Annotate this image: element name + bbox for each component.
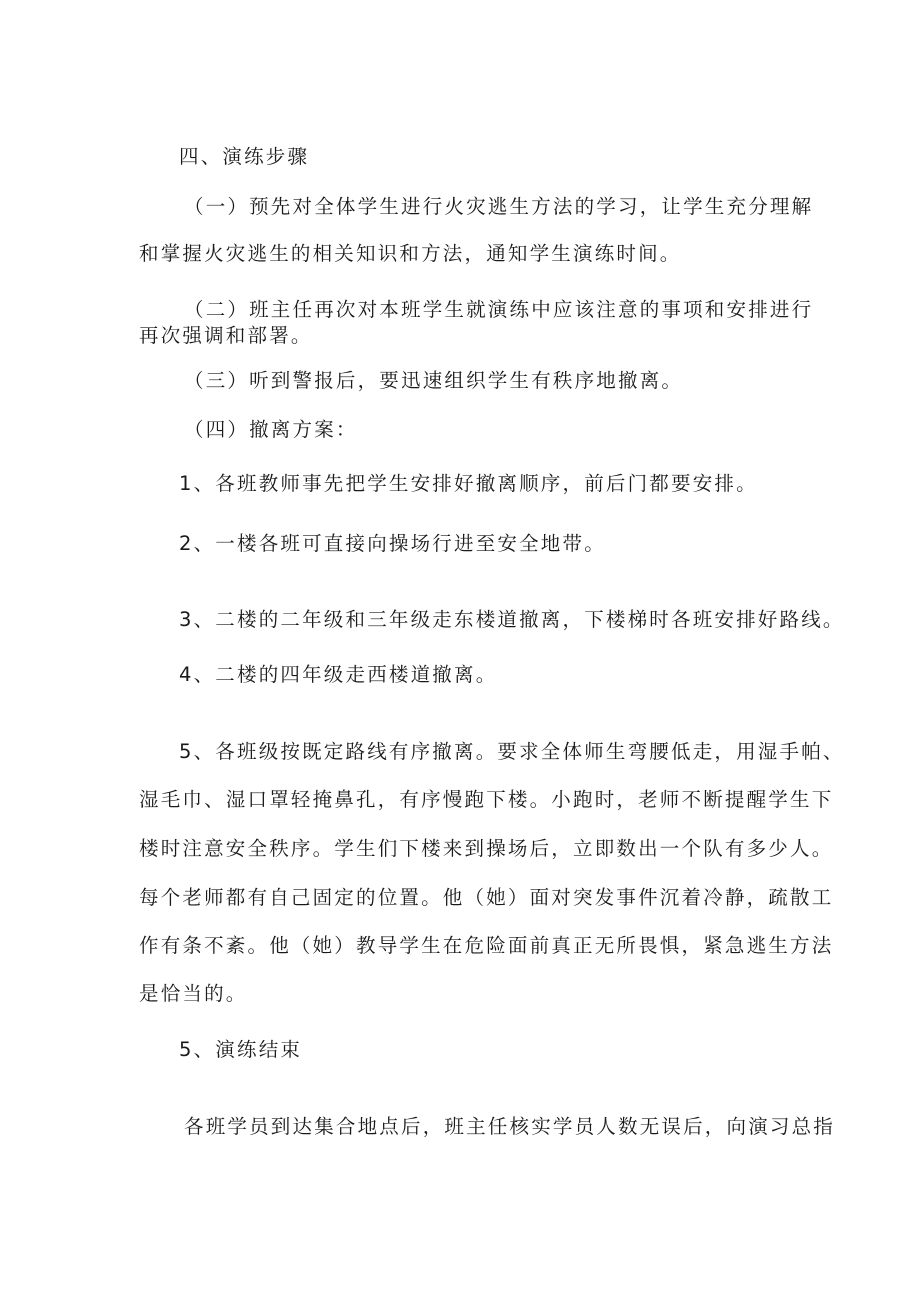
plan-item-3: 3、二楼的二年级和三年级走东楼道撤离，下楼梯时各班安排好路线。: [179, 608, 845, 631]
step3-text: （三）听到警报后，要迅速组织学生有秩序地撤离。: [184, 369, 684, 392]
step1-text-line2: 和掌握火灾逃生的相关知识和方法，通知学生演练时间。: [139, 242, 682, 265]
section-heading: 四、演练步骤: [179, 145, 310, 168]
plan-item-5-line6: 是恰当的。: [139, 982, 248, 1005]
plan-item-5-line2: 湿毛巾、湿口罩轻掩鼻孔，有序慢跑下楼。小跑时，老师不断提醒学生下: [139, 788, 834, 811]
section-end-heading: 5、演练结束: [179, 1038, 303, 1061]
plan-item-5-line4: 每个老师都有自己固定的位置。他（她）面对突发事件沉着冷静，疏散工: [139, 886, 834, 909]
step1-text-line1: （一）预先对全体学生进行火灾逃生方法的学习，让学生充分理解: [184, 195, 814, 218]
step4-text: （四）撤离方案：: [184, 418, 358, 441]
plan-item-5-line3: 楼时注意安全秩序。学生们下楼来到操场后，立即数出一个队有多少人。: [139, 837, 834, 860]
step2-text-line2: 再次强调和部署。: [139, 324, 313, 347]
step2-text-line1: （二）班主任再次对本班学生就演练中应该注意的事项和安排进行: [184, 298, 814, 321]
plan-item-1: 1、各班教师事先把学生安排好撤离顺序，前后门都要安排。: [179, 472, 758, 495]
plan-item-5-line1: 5、各班级按既定路线有序撤离。要求全体师生弯腰低走，用湿手帕、: [179, 740, 845, 763]
final-paragraph-line: 各班学员到达集合地点后，班主任核实学员人数无误后，向演习总指: [184, 1115, 836, 1138]
plan-item-5-line5: 作有条不紊。他（她）教导学生在危险面前真正无所畏惧，紧急逃生方法: [139, 934, 834, 957]
plan-item-4: 4、二楼的四年级走西楼道撤离。: [179, 663, 498, 686]
plan-item-2: 2、一楼各班可直接向操场行进至安全地带。: [179, 532, 606, 555]
